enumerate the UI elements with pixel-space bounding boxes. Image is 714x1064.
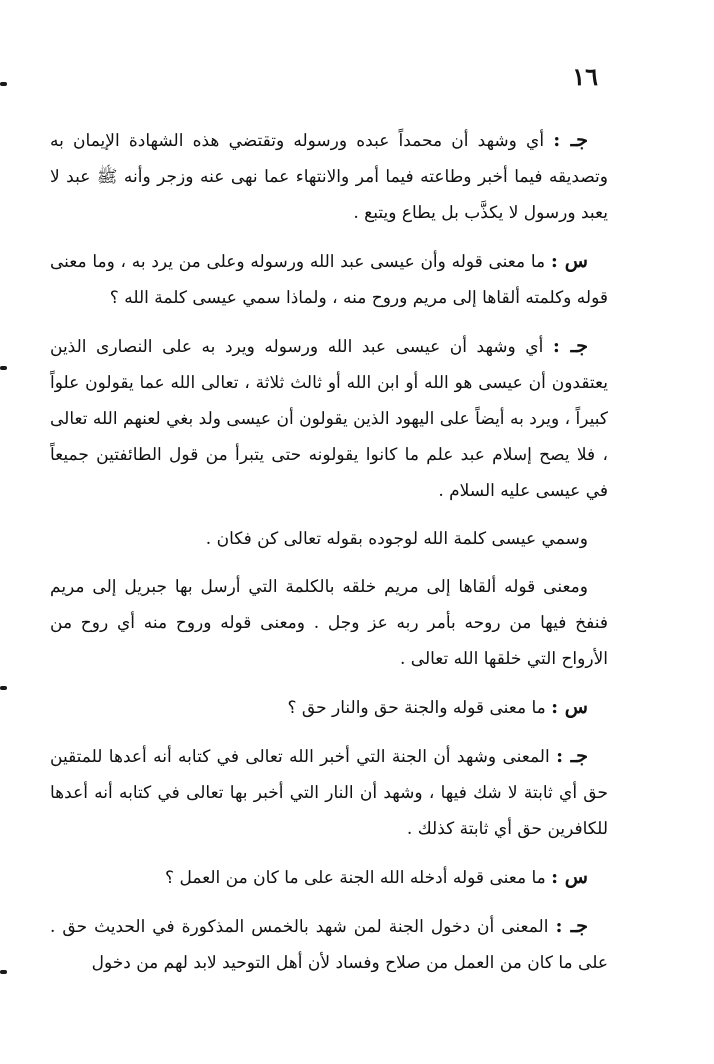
question-label: س :: [551, 696, 588, 718]
question-paragraph: [50, 689, 608, 726]
paragraph-text: وسمي عيسى كلمة الله لوجوده بقوله تعالى كن فكان .: [205, 529, 588, 549]
scan-mark: [0, 82, 7, 86]
answer-paragraph: [50, 908, 608, 981]
paragraph-text: المعنى وشهد أن الجنة التي أخبر الله تعالى في كتابه أنه أعدها للمتقين حق أي ثابتة لا شك فيها ، وشهد أن النار التي أخبر بها تعالى في كتابه أنه أعدها للكافرين حق أي ثابتة كذلك .: [50, 747, 608, 839]
answer-paragraph: [50, 738, 608, 847]
question-label: س :: [550, 250, 588, 272]
scan-mark: [0, 366, 7, 370]
paragraph-text: ومعنى قوله ألقاها إلى مريم خلقه بالكلمة التي أرسل بها جبريل إلى مريم فنفخ فيها من روحه بأمر ربه عز وجل . ومعنى قوله وروح منه أي روح من الأرواح التي خلقها الله تعالى .: [50, 577, 608, 669]
body-paragraph: [50, 521, 608, 557]
question-label: س :: [551, 866, 588, 888]
body-paragraph: [50, 569, 608, 677]
answer-label: جـ :: [555, 915, 588, 937]
paragraph-text: أي وشهد أن محمداً عبده ورسوله وتقتضي هذه الشهادة الإيمان به وتصديقه فيما أخبر وطاعته فيما أمر والانتهاء عما نهى عنه وزجر وأنه ﷺ عبد لا يعبد ورسول لا يكذَّب بل يطاع ويتبع .: [50, 131, 608, 223]
question-paragraph: [50, 243, 608, 316]
answer-label: جـ :: [556, 745, 588, 767]
paragraph-text: ما معنى قوله وأن عيسى عبد الله ورسوله وعلى من يرد به ، وما معنى قوله وكلمته ألقاها إلى مريم وروح منه ، ولماذا سمي عيسى كلمة الله ؟: [50, 252, 608, 308]
answer-label: جـ :: [553, 129, 588, 151]
page-number: ١٦: [572, 62, 598, 91]
paragraph-text: المعنى أن دخول الجنة لمن شهد بالخمس المذكورة في الحديث حق . على ما كان من العمل من صلاح وفساد لأن أهل التوحيد لابد لهم من دخول: [50, 917, 608, 973]
answer-paragraph: [50, 328, 608, 509]
scan-mark: [0, 686, 7, 690]
answer-paragraph: [50, 122, 608, 231]
question-paragraph: [50, 859, 608, 896]
page-body: [50, 122, 608, 981]
answer-label: جـ :: [552, 335, 588, 357]
scan-mark: [0, 970, 7, 974]
paragraph-text: أي وشهد أن عيسى عبد الله ورسوله ويرد به على النصارى الذين يعتقدون أن عيسى هو الله أو ابن الله أو ثالث ثلاثة ، تعالى الله عما يقولون علواً كبيراً ، ويرد به أيضاً على اليهود الذين يقولون أن عيسى ولد بغي لعنهم الله تعالى ، فلا يصح إسلام عبد علم ما كانوا يقولونه حتى يتبرأ من قول الطائفتين جميعاً في عيسى عليه السلام .: [50, 337, 608, 501]
paragraph-text: ما معنى قوله والجنة حق والنار حق ؟: [287, 698, 546, 718]
paragraph-text: ما معنى قوله أدخله الله الجنة على ما كان من العمل ؟: [165, 868, 546, 888]
